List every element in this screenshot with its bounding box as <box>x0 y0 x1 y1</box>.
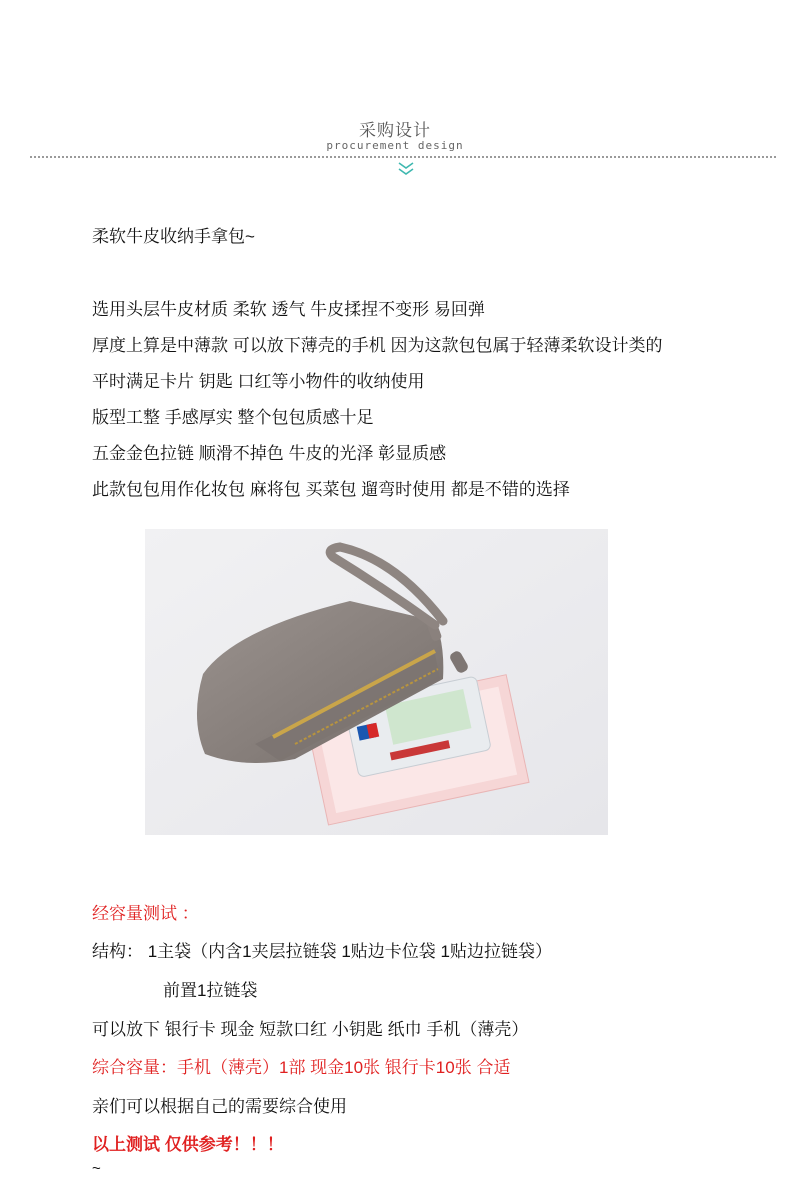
description-line: 选用头层牛皮材质 柔软 透气 牛皮揉捏不变形 易回弹 <box>92 300 485 319</box>
header-subtitle: procurement design <box>326 139 464 152</box>
description-line: 此款包包用作化妆包 麻将包 买菜包 遛弯时使用 都是不错的选择 <box>92 480 570 499</box>
structure-line-2: 前置1拉链袋 <box>163 981 258 1000</box>
description-line: 五金金色拉链 顺滑不掉色 牛皮的光泽 彰显质感 <box>92 444 447 463</box>
description-line: 平时满足卡片 钥匙 口红等小物件的收纳使用 <box>92 372 425 391</box>
header-title: 采购设计 <box>359 121 431 140</box>
capacity-heading: 经容量测试 ： <box>92 904 199 923</box>
product-name: 柔软牛皮收纳手拿包~ <box>92 227 255 246</box>
description-line: 版型工整 手感厚实 整个包包质感十足 <box>92 408 374 427</box>
usage-note: 亲们可以根据自己的需要综合使用 <box>92 1097 347 1116</box>
product-photo <box>145 529 608 835</box>
tilde-mark: ~ <box>92 1160 101 1177</box>
description-line: 厚度上算是中薄款 可以放下薄壳的手机 因为这款包包属于轻薄柔软设计类的 <box>92 336 663 355</box>
fits-line: 可以放下 银行卡 现金 短款口红 小钥匙 纸巾 手机（薄壳） <box>92 1020 529 1039</box>
header-divider <box>30 156 776 158</box>
structure-line: 结构： 1主袋（内含1夹层拉链袋 1贴边卡位袋 1贴边拉链袋） <box>92 942 552 961</box>
capacity-summary: 综合容量：手机（薄壳）1部 现金10张 银行卡10张 合适 <box>92 1058 511 1077</box>
double-chevron-down-icon <box>393 160 419 180</box>
disclaimer: 以上测试 仅供参考！！！ <box>92 1135 284 1154</box>
